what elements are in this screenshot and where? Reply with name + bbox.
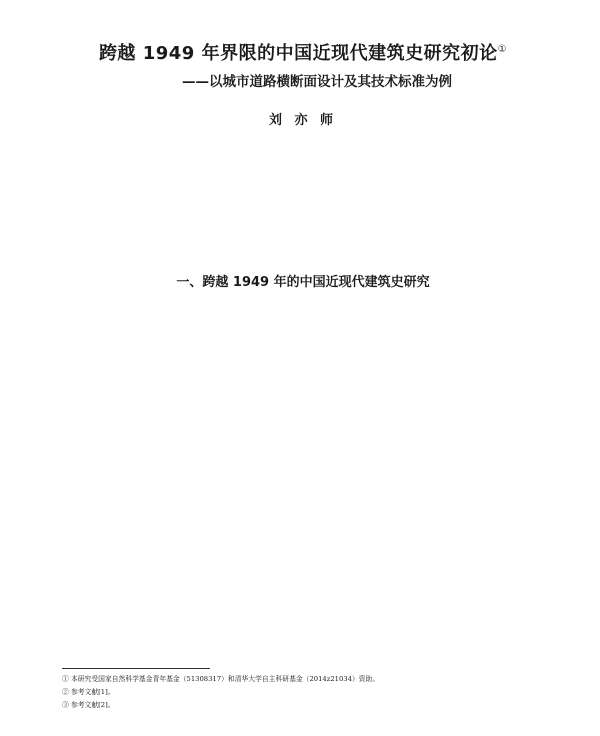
body-paragraph-5 [62, 427, 544, 456]
body-paragraph-6 [62, 457, 544, 486]
body-paragraph-3 [62, 367, 544, 396]
footnote-3: ③ 参考文献[2]。 [62, 701, 115, 709]
footnote-1: ① 本研究受国家自然科学基金青年基金（51308317）和清华大学自主科研基金（2014z21034）资助。 [62, 675, 380, 683]
body-text [62, 307, 544, 486]
body-paragraph-2 [62, 337, 544, 366]
paper-title [62, 38, 544, 66]
paper-title-text: 跨越 1949 年界限的中国近现代建筑史研究初论 [98, 43, 498, 64]
title-footnote-marker: ① [497, 44, 508, 55]
footnote-2: ② 参考文献[1]。 [62, 688, 115, 696]
footnotes [62, 673, 542, 712]
abstract [62, 146, 544, 236]
body-paragraph-1 [62, 307, 544, 336]
paper-author: 刘 亦 师 [268, 113, 338, 128]
keywords [62, 236, 544, 251]
paper-subtitle: ——以城市道路横断面设计及其技术标准为例 [182, 74, 452, 90]
section-heading: 一、跨越 1949 年的中国近现代建筑史研究 [176, 275, 430, 290]
body-paragraph-4 [62, 397, 544, 426]
footnote-divider [62, 668, 210, 669]
